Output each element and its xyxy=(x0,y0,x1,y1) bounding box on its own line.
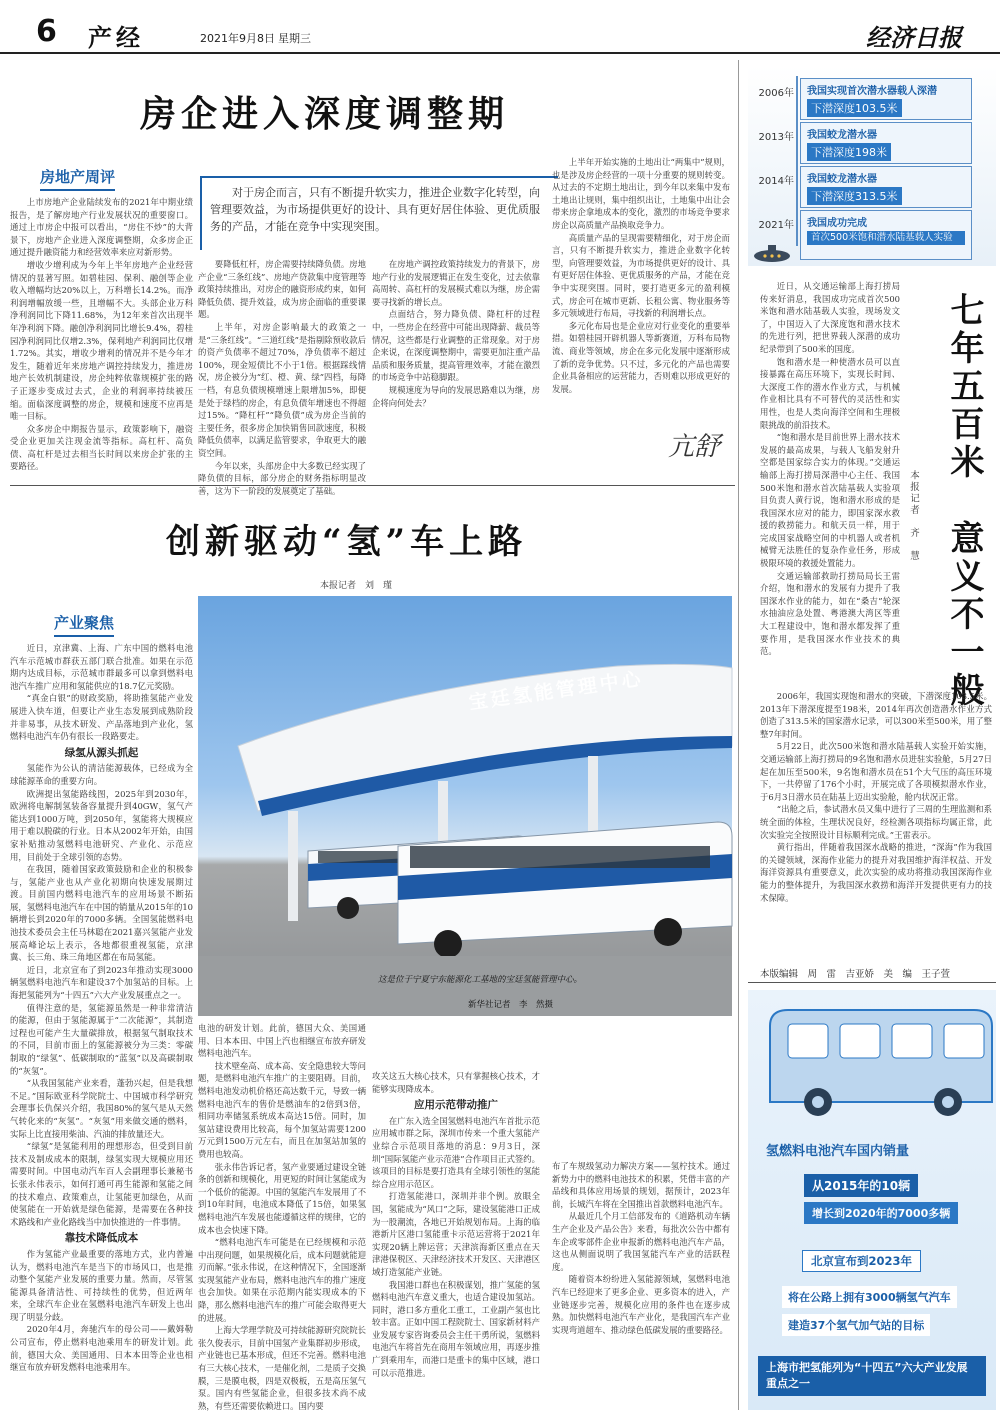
timeline-line2: 下潜深度198米 xyxy=(807,143,891,161)
paragraph: 近日，京津冀、上海、广东中国的燃料电池汽车示范城市群获五部门联合批准。如果在示范期内达成目标，示范城市群最多可以拿到燃料电池汽车推广应用和氢能供应的18.7亿元奖励。 xyxy=(10,643,193,691)
subheading: 靠技术降低成本 xyxy=(64,1232,139,1245)
timeline-line2: 首次500米饱和潜水陆基载人实验 xyxy=(807,231,965,245)
paragraph: 氢能作为公认的清洁能源载体，已经成为全球能源革命的重要方向。 xyxy=(10,763,193,786)
paragraph: 作为氢能产业最重要的落地方式，业内普遍认为，燃料电池汽车是当下的市场风口，也是推动整个氢能产业发展的重要力量。然而，尽管氢能源具备清洁性、可持续性的优势，但近两年来，全球汽车企业在氢燃料电池汽车研发上也出现了明显分歧。 xyxy=(10,1248,193,1322)
paragraph: 2006年，我国实现饱和潜水的突破，下潜深度103.5米。2013年下潜深度提至198米，2014年再次创造潜水作业方式创造了313.5米的国家潜水记录，可以300米至500米，用了整整7年时间。 xyxy=(760,691,992,739)
masthead xyxy=(0,0,1000,52)
submarine-icon xyxy=(752,242,792,264)
subheading: 应用示范带动推广 xyxy=(414,1099,498,1112)
paragraph: 上海大学理学院及可持续能源研究院院长张久俊表示，目前中国氢产业集群初步形成，产业链也已基本形成，但还不完善。燃料电池有三大核心技术，一是催化剂，二是质子交换膜，三是膜电极，四是双极板，五是高压氢气泵。国内有些氢能企业，但很多技术尚不成熟，有些还需要依赖进口。国内要 xyxy=(198,1325,366,1411)
section-title: 产经 xyxy=(88,23,144,52)
article1-bottom-rule xyxy=(10,485,735,486)
timeline-line1: 我国实现首次潜水器载人深潜 xyxy=(807,86,937,97)
dive-timeline xyxy=(748,66,996,266)
lead-quote xyxy=(200,176,558,250)
column-divider xyxy=(738,60,739,1410)
timeline-box xyxy=(800,122,972,164)
paragraph: 在广东入选全国氢燃料电池汽车首批示范应用城市群之际，深圳市传来一个重大氢能产业综合示范项目落地的消息：9月3日，深圳“国际氢能产业示范港”合作项目正式签约。该项目的目标是要打造具有全球引领性的氢能综合应用示范区。 xyxy=(372,1115,540,1189)
paragraph: “绿氢”是氢能利用的理想形态，但受到目前技术及制成成本的限制，绿氢实现大规模应用还需要时间。中国电动汽车百人会副理事长兼秘书长张永伟表示，如何打通可再生能源和氢能之间的技术难点、政策难点，让氢能更加绿色，从而使氢能在一开始就是绿色能源，是需要在各种技术路线和产业化路线当中加快推进的一件事情。 xyxy=(10,1141,193,1227)
paragraph: 规模速度为导向的发展思路难以为继，房企将向何处去？ xyxy=(372,384,540,408)
paragraph: “从我国氢能产业来看，蓬勃兴起，但是我想不足。”国际欧亚科学院院士、中国城市科学研究会理事长仇保兴介绍，我国80%的氢气是从天然气转化来的“灰氢”。“灰氢”用来做交通的燃料，实际上比直接用柴油、汽油的排放量还大。 xyxy=(10,1078,193,1139)
paragraph: 打造氢能港口，深圳并非个例。放眼全国，氢能成为“风口”之际，建设氢能港口正成为一股潮流，各地已开始规划布局。上海的临港新片区港口氢能重卡示范运营将于2021年实现20辆上牌运营；天津滨海新区重点在天津港保税区、天津经济技术开发区、天津港区域打造氢能产业链。 xyxy=(372,1191,540,1277)
paragraph: 增收少增利成为今年上半年房地产企业经营情况的显著写照。如碧桂园、保利、融创等企业收入增幅均达20%以上，万科增长14.2%。而净利润增幅放缓一些，且增幅不大。头部企业万科净利润同比下降11.68%，为12年来首次出现半年净利润下降。融创净利润同比增长9.4%，碧桂园净利润同比仅增2.3%，保利地产利润同比仅增1.72%。其实，增收少增利的情况并不是今年才发生，随着近年来房地产调控持续发力，推进房地产长效机制建设，房企纯粹依靠规模扩张的路子正逐步变成过去式，企业的利润率持续被压缩。面临深度调整的房企，规模和速度不应再是唯一目标。 xyxy=(10,259,193,422)
paragraph: “出舱之后，参试潜水员又集中进行了三周的生理监测和系统全面的体检，生理状况良好，经检测各项指标均属正常，此次实验完全按照设计目标顺利完成。”王雷表示。 xyxy=(760,804,992,840)
paragraph: 饱和潜水是一种使潜水员可以直接暴露在高压环境下，实现长时间、大深度工作的潜水作业方式，与机械作业相比具有不可替代的灵活性和实用性，也是人类向海洋空间和生理极限挑战的前沿技术。 xyxy=(760,356,900,430)
article2-left-col xyxy=(10,642,193,1407)
hydrogen-station-photo xyxy=(198,596,732,1016)
article1-col2 xyxy=(198,258,366,496)
sales-start: 从2015年的10辆 xyxy=(804,1174,918,1197)
infographic-title: 氢燃料电池汽车国内销量 xyxy=(766,1144,910,1159)
article2-right-col xyxy=(372,1070,540,1407)
article3-byline: 本报记者 齐 慧 xyxy=(908,470,919,562)
paragraph: 上市房地产企业陆续发布的2021年中期业绩报告，是了解房地产行业发展状况的重要窗口。通过上市房企中报可以看出，“房住不炒”的大背景下，房地产企业进入深度调整期，众多房企正通过提升融资能力和经营效率来应对新形势。 xyxy=(10,197,193,258)
paragraph: 张永伟告诉记者，氢产业要通过建设全链条的创新和规模化，用更短的时间让氢能成为一个低价的能源。中国的氢能汽车发展用了不到10年时间，电池成本降低了15倍，如果氢燃料电池汽车发展也能遵循这样的规律，它的成本也会快速下降。 xyxy=(198,1161,366,1235)
paper-name: 经济日报 xyxy=(866,23,962,52)
issue-date: 2021年9月8日 xyxy=(200,32,275,45)
paragraph: 近日，从交通运输部上海打捞局传来好消息，我国成功完成首次500米饱和潜水陆基载人实验，现场发文了，中国迈入了大深度饱和潜水技术的先进行列，把世界载人深潜的成功纪录带到了500米的国度。 xyxy=(760,281,900,354)
paragraph: 5月22日，此次500米饱和潜水陆基载人实验开始实施，交通运输部上海打捞局的9名饱和潜水员进驻实验舱，5月27日起在加压至500米，9名饱和潜水员在51个大气压的高压环境下，一共停留了176个小时，开展完成了各项模拟潜水作业，于6月3日潜水员在陆基上迈出实验舱，舱内状况正常。 xyxy=(760,741,992,802)
article2-column-tag: 产业聚焦 xyxy=(54,612,114,637)
paragraph: “真金白银”的财政奖励，将助推氢能产业发展进入快车道，但要让产业生态发展到成熟阶段并非易事，从技术研发、产品落地到产业化，氢燃料电池汽车仍有很长一段路要走。 xyxy=(10,693,193,742)
timeline-box xyxy=(800,210,972,260)
timeline-year: 2014年 xyxy=(758,176,794,187)
sales-growth: 增长到2020年的7000多辆 xyxy=(804,1202,958,1224)
editors-rule xyxy=(748,982,996,983)
timeline-line1: 我国成功完成 xyxy=(807,218,867,229)
paragraph: 高质量产品的呈现需要精细化，对于房企而言，只有不断提升软实力，推进企业数字化转型，向管理要效益，为市场提供更好的设计、具有更好居住体验、更优质服务的产品，才能在竞争中实现突围。同时，要打造更多元的盈利模式，房企可在城市更新、长租公寓、物业服务等多元领域进行布局，寻找新的利润增长点。 xyxy=(552,232,730,319)
paragraph: 黄行指出，伴随着我国深水战略的推进，“深海”作为我国的关键领域，深海作业能力的提升对我国维护海洋权益、开发海洋资源具有重要意义，此次实验的成功将推动我国深海作业能力的整体提升，为我国深水救捞和海洋开发提供更有力的技术保障。 xyxy=(760,842,992,903)
shanghai-plan: 上海市把氢能列为“十四五”六大产业发展重点之一 xyxy=(758,1356,986,1396)
paragraph: “燃料电池汽车可能是在已经规模和示范中出现问题，如果规模化后，成本问题就能迎刃而解。”张永伟说，在这种情况下，全国逐渐实现氢能产业布局，燃料电池汽车的推广速度也会加快。如果在示范期内能实现成本的下降，那么燃料电池汽车的推广可能会取得更大的进展。 xyxy=(198,1237,366,1323)
beijing-stations: 建造37个氢气加气站的目标 xyxy=(782,1314,930,1336)
paragraph: 2020年4月，奔驰汽车的母公司——戴姆勒公司宣布，停止燃料电池乘用车的研发计划。此前，德国大众、美国通用、日本本田等企业也相继宣布放弃研发燃料电池乘用车。 xyxy=(10,1324,193,1373)
timeline-year: 2021年 xyxy=(758,220,794,231)
photo-illustration xyxy=(198,596,732,1016)
paragraph: 上半年，对房企影响最大的政策之一是“三条红线”。“三道红线”是指剔除预收款后的资产负债率不超过70%，净负债率不超过100%，现金短债比不小于1倍。根据踩线情况，房企被分为“红、橙、黄、绿”四档，每降一档，有息负债规模增速上限增加5%，即便是处于绿档的房企，有息负债年增速也不得超过15%。“降杠杆”“降负债”成为房企当前的主要任务，很多房企加快销售回款速度，积极降低负债率，以满足监管要求，争取更大的融资空间。 xyxy=(198,321,366,458)
paragraph: “饱和潜水是目前世界上潜水技术发展的最高成果，与载人飞船发射升空都是国家综合实力的体现。”交通运输部上海打捞局深潜中心主任、我国500米饱和潜水首次陆基载人实验项目负责人黄行说，饱和潜水形成的是我国深水应对的能力，即国家深水救援的救捞能力。和航天员一样，用于完成国家战略空间的中机器人或者机械臂无法胜任的复杂作业任务，形成极限环境的救援处置能力。 xyxy=(760,432,900,569)
subheading: 绿氢从源头抓起 xyxy=(64,746,139,759)
article1-col1 xyxy=(10,196,193,478)
article2-byline: 本报记者 刘 瑾 xyxy=(320,581,393,591)
article3-col-narrow xyxy=(760,280,900,672)
paragraph: 要降低杠杆，房企需要持续降负债。房地产企业“三条红线”、房地产贷款集中度管理等政策持续推出，对房企的融资形成约束，如何降低负债、提升效益，成为房企面临的重要课题。 xyxy=(198,259,366,320)
station-sign: 宝廷氢能管理中心 xyxy=(467,667,645,715)
timeline-box xyxy=(800,78,972,120)
timeline-line2: 下潜深度313.5米 xyxy=(807,187,902,205)
article1-col3 xyxy=(372,258,540,478)
beijing-vehicles: 将在公路上拥有3000辆氢气汽车 xyxy=(782,1286,957,1308)
article2-mid-col xyxy=(198,1022,366,1411)
infographic xyxy=(748,990,996,1410)
timeline-line2: 下潜深度103.5米 xyxy=(807,99,902,117)
paragraph: 今年以来，头部房企中大多数已经实现了降负债的目标，部分房企的财务指标明显改善，这为下一阶段的发展奠定了基础。 xyxy=(198,460,366,496)
photo-credit: 新华社记者 李 然摄 xyxy=(468,1000,554,1010)
beijing-target-title: 北京宣布到2023年 xyxy=(802,1250,921,1272)
lead-quote-text: 对于房企而言，只有不断提升软实力，推进企业数字化转型，向管理要效益，为市场提供更好的设计、具有更好居住体验、更优质服务的产品，才能在竞争中实现突围。 xyxy=(210,186,540,233)
paragraph: 随着资本纷纷进入氢能源领域，氢燃料电池汽车已经迎来了更多企业、更多资本的进入，产业链逐步完善，规模化应用的条件也在逐步成熟。加快燃料电池汽车产业化，是我国汽车产业实现弯道超车、推动绿色低碳发展的重要路径。 xyxy=(552,1274,730,1335)
paragraph: 值得注意的是，氢能源虽然是一种非常清洁的能源，但由于氢能源属于“二次能源”，其制造过程也可能产生大量碳排放，根据氢气制取技术的不同，目前市面上的氢能源被分为三类：零碳制取的“绿氢”、低碳制取的“蓝氢”以及高碳制取的“灰氢”。 xyxy=(10,1002,193,1076)
paragraph: 在我国，随着国家政策鼓励和企业的积极参与，氢能产业也从产业化初期向快速发展期过渡。目前国内燃料电池汽车的应用场景不断拓展，氢燃料电池汽车在中国的销量从2015年的10辆增长到2020年的7000多辆。全国氢能燃料电池技术委员会主任马林聪在2021嘉兴氢能产业发展高峰论坛上表示，各地都很重视氢能，京津冀、长三角、珠三角地区都在布局氢能。 xyxy=(10,864,193,963)
article1-headline: 房企进入深度调整期 xyxy=(140,93,510,135)
paragraph: 在房地产调控政策持续发力的背景下，房地产行业的发展逻辑正在发生变化，过去依靠高周转、高杠杆的发展模式难以为继，房企需要寻找新的增长点。 xyxy=(372,259,540,307)
timeline-line1: 我国蛟龙潜水器 xyxy=(807,174,877,185)
paragraph: 多元化布局也是企业应对行业变化的重要举措。如碧桂园开辟机器人等新赛道，万科布局物流、商业等领域，房企在多元化发展中逐渐形成了新的竞争优势。只不过，多元化的产品也需要企业具备相应的运营能力，否则难以形成更好的发展。 xyxy=(552,320,730,394)
paragraph: 技术壁垒高、成本高、安全隐患较大等问题，是燃料电池汽车推广的主要阻碍。目前，燃料电池发动机价格还高达数千元，导致一辆燃料电池汽车的售价是燃油车的2倍到3倍，相同功率储氢系统成本高达15倍。同时，加氢站建设费用比较高，每个加氢站需要1200万元到1500万元左右，而且在加氢站加氢的费用也较高。 xyxy=(198,1060,366,1159)
paragraph: 欧洲提出氢能路线图，2025年到2030年，欧洲将电解制氢装备容量提升到40GW，氢气产能达到1000万吨，到2050年，氢能将大规模应用于难以脱碳的行业。日本从2002年开始，由国家补贴推动氢燃料电池研究、产业化、示范应用，目前处于全球引领的态势。 xyxy=(10,788,193,862)
paragraph: 点面结合，努力降负债、降杠杆的过程中，一些房企在经营中可能出现降薪、裁员等情况，这些都是行业调整的正常现象。对于房企来说，在深度调整期中，需要更加注重产品品质和服务质量，提高管理效率，才能在激烈的市场竞争中站稳脚跟。 xyxy=(372,309,540,383)
paragraph: 上半年开始实施的土地出让“两集中”规则，也是涉及房企经营的一项十分重要的规则转变。从过去的不定期土地出让，到今年以来集中发布土地出让规则，集中组织出让，土地集中出让会带来房企拿地成本的变化，激烈的市场竞争要求房企以高质量产品换取竞争力。 xyxy=(552,157,730,230)
timeline-year: 2013年 xyxy=(758,132,794,143)
timeline-line1: 我国蛟龙潜水器 xyxy=(807,130,877,141)
article2-headline: 创新驱动“氢”车上路 xyxy=(166,522,528,562)
article1-column-tag: 房地产周评 xyxy=(40,166,115,191)
article2-bottom-col xyxy=(552,1160,730,1407)
article3-headline: 七年五百米 意义不一般 xyxy=(944,292,984,710)
bus-icon xyxy=(748,996,996,1126)
paragraph: 从最近几个月工信部发布的《道路机动车辆生产企业及产品公告》来看，每批次公告中都有车企或零部件企业申报新的燃料电池汽车产品，这也从侧面说明了我国氢能汽车产业的活跃程度。 xyxy=(552,1211,730,1272)
paragraph: 攻关这五大核心技术，只有掌握核心技术，才能够实现降成本。 xyxy=(372,1071,540,1094)
paragraph: 电池的研发计划。此前，德国大众、美国通用、日本本田、中国上汽也相继宣布放弃研发燃料电池汽车。 xyxy=(198,1023,366,1059)
editors-line: 本版编辑 周 雷 吉亚娇 美 编 王子萱 xyxy=(760,969,951,980)
paragraph: 我国港口群也在积极谋划，推广氢能的氢燃料电池汽车意义重大，也适合建设加氢站。同时，港口多方重化工重工，工业副产氢也比较丰富。正如中国工程院院士、国家新材料产业发展专家咨询委员会主任干勇所说，氢燃料电池汽车将首先在商用车领域应用，再逐步推广到乘用车，而港口是重卡的集中区域，港口可以示范推进。 xyxy=(372,1279,540,1378)
masthead-rule xyxy=(0,52,1000,54)
paragraph: 近日，北京宣布了到2023年推动实现3000辆氢燃料电池汽车和建设37个加氢站的目标。上海把氢能列为“十四五”六大产业发展重点之一。 xyxy=(10,964,193,1001)
article3-col-wide xyxy=(760,690,992,960)
timeline-year: 2006年 xyxy=(758,88,794,99)
photo-caption: 这是位于宁夏宁东能源化工基地的宝廷氢能管理中心。 xyxy=(378,975,583,985)
paragraph: 布了车规级氢动力解决方案——氢柠技术。通过新势力中的燃料电池技术的积累，凭借丰富的产品线和具体应用场景的规划，据预计，2023年前，长城汽车将在全国推出首款燃料电池汽车。 xyxy=(552,1161,730,1209)
author-signature: 亢舒 xyxy=(668,432,721,462)
issue-weekday: 星期三 xyxy=(278,32,311,45)
paragraph: 众多房企中期报告显示，政策影响下，融资受企业更加关注现金流等指标。高杠杆、高负债、高杠杆是过去相当长时间以来房企扩张的主要路径。 xyxy=(10,423,193,472)
timeline-box xyxy=(800,166,972,208)
paragraph: 交通运输部救助打捞局局长王雷介绍，饱和潜水的发展有力提升了我国深水作业的能力，如在“桑吉”轮深水抽油应急处置、粤港澳大湾区等重大工程建设中，饱和潜水都发挥了重要作用，是我国深水作业技术的典范。 xyxy=(760,570,900,657)
page-number: 6 xyxy=(36,14,57,49)
